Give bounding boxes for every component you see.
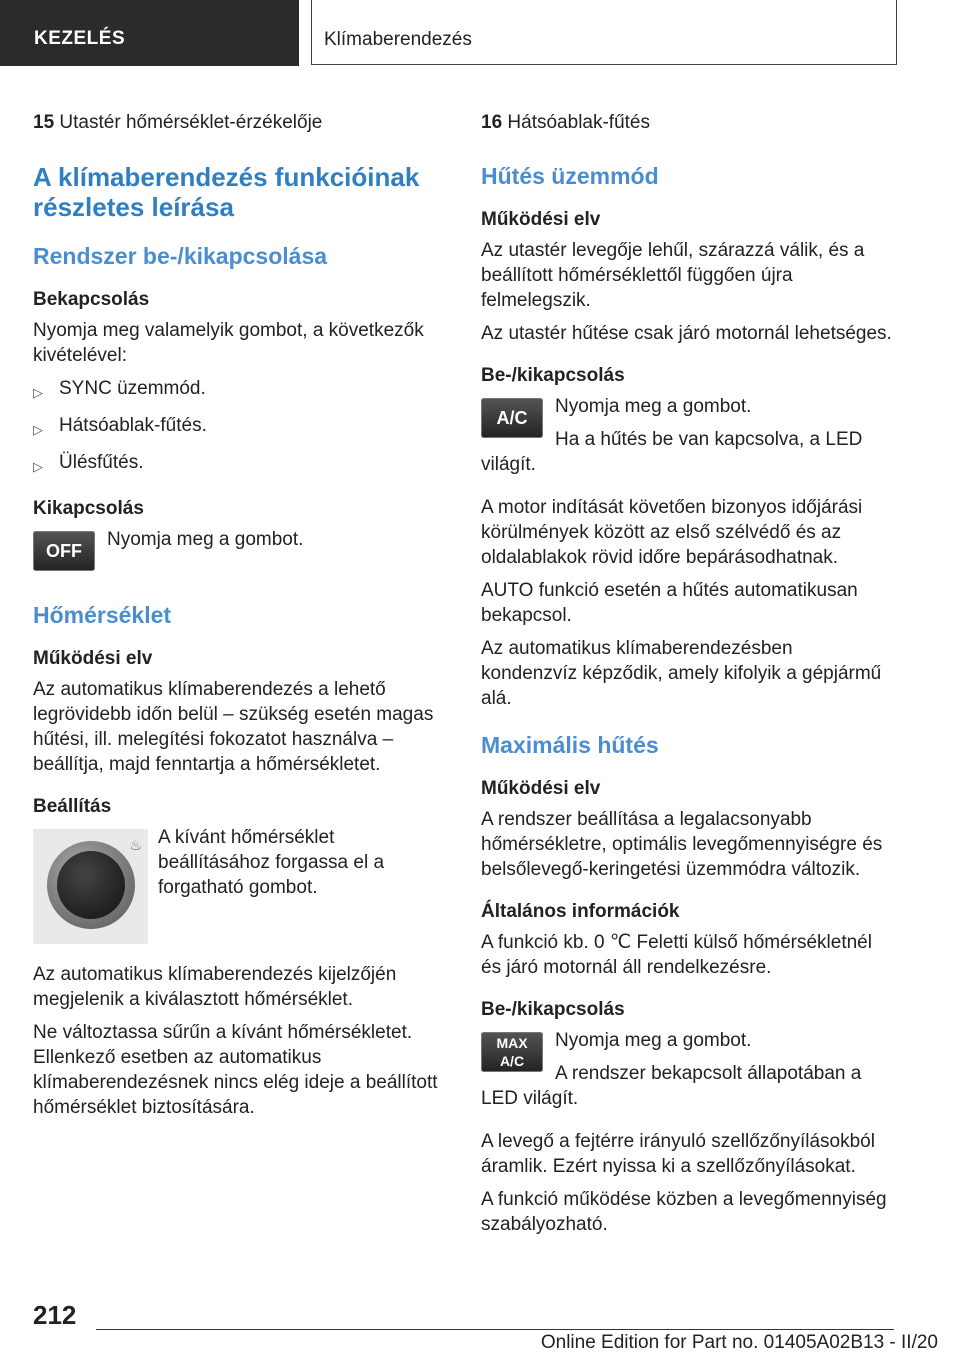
heading-be-kikapcsolas: Be-/kikapcsolás [481,365,625,386]
header-section-label: KEZELÉS [34,28,126,49]
exception-list [33,376,445,479]
max-ac-button-row [481,1028,893,1119]
text-max-mukodes: A rendszer beállítása a legalacsonyabb hőmérsékletre, optimális levegőmennyiségre és belsőlevegő-keringetési üzemmódra változik. [481,809,883,880]
text-motor-inditas: A motor indítását követően bizonyos időjárási körülmények között az első szélvédő és az oldalablakok rövid időre bepárásodhatnak. [481,497,863,568]
figure-caption-16 [481,112,893,134]
triangle-bullet-icon: ▷ [33,459,43,474]
heading-beallitas: Beállítás [33,796,112,817]
heading-mukodesi-elv-2: Működési elv [481,778,601,799]
figure-caption-15 [33,112,445,134]
text-ne-valtoztassa: Ne változtassa sűrűn a kívánt hőmérsékletet. Ellenkező esetben az automatikus klímaberendezésnek nincs elég ideje a beállított hőmérséklet biztosítására. [33,1022,438,1118]
heading-maximalis-hutes: Maximális hűtés [481,732,659,758]
list-item: ▷ Hátsóablak-fűtés. [33,413,445,442]
text-bekapcsolas: Nyomja meg valamelyik gombot, a következők kivételével: [33,320,424,366]
text-kijelzo: Az automatikus klímaberendezés kijelzőjén megjelenik a kiválasztott hőmérséklet. [33,964,397,1010]
heading-kikapcsolas: Kikapcsolás [33,498,144,519]
caption-number: 16 [481,112,503,133]
text-beallitas: A kívánt hőmérséklet beállításához forgassa el a forgatható gombot. [158,827,385,898]
ac-button-icon: A/C [481,398,543,438]
knob-row [33,825,445,948]
header-section-tab [0,0,299,66]
text-max-1: Nyomja meg a gombot. [555,1030,752,1051]
header-chapter-label: Klímaberendezés [324,29,472,50]
triangle-bullet-icon: ▷ [33,385,43,400]
heading-bekapcsolas: Bekapcsolás [33,289,150,310]
text-hutes-2: Az utastér hűtése csak járó motornál lehetséges. [481,323,892,344]
list-item: ▷ Ülésfűtés. [33,450,445,479]
text-kikapcsolas: Nyomja meg a gombot. [107,529,304,550]
caption-text: Hátsóablak-fűtés [507,112,650,133]
page-number: 212 [33,1300,77,1330]
list-item: ▷ SYNC üzemmód. [33,376,445,405]
heat-wave-icon: ♨ [129,837,142,853]
right-column [481,112,893,1245]
heading-mukodesi-elv: Működési elv [33,648,153,669]
heading-be-kikapcsolas-2: Be-/kikapcsolás [481,999,625,1020]
left-column [33,112,445,1128]
heading-homerseklet: Hőmérséklet [33,602,172,628]
triangle-bullet-icon: ▷ [33,422,43,437]
off-button-icon: OFF [33,531,95,571]
ac-button-row [481,394,893,485]
max-ac-button-icon: MAX A/C [481,1032,543,1072]
heading-altalanos: Általános információk [481,901,680,922]
text-hutes-1: Az utastér levegője lehűl, szárazzá válik, és a beállított hőmérséklettől függően újra felmelegszik. [481,240,865,311]
text-levegomennyiseg: A funkció működése közben a levegőmennyiség szabályozható. [481,1189,887,1235]
text-auto: AUTO funkció esetén a hűtés automatikusan bekapcsol. [481,580,858,626]
text-levego: A levegő a fejtérre irányuló szellőzőnyílásokból áramlik. Ezért nyissa ki a szellőzőnyílásokat. [481,1131,875,1177]
text-mukodesi-elv: Az automatikus klímaberendezés a lehető legrövidebb időn belül – szükség esetén magas hűtési, ill. melegítési fokozatot használva – beállítja, majd fenntartja a hőmérsékletet. [33,679,434,775]
footer-divider [96,1329,894,1330]
off-button-row [33,527,445,577]
text-altalanos: A funkció kb. 0 ℃ Feletti külső hőmérsékletnél és járó motornál áll rendelkezésre. [481,932,872,978]
main-title: A klímaberendezés funkcióinak részletes leírása [33,162,420,222]
heading-mukodesi-elv: Működési elv [481,209,601,230]
text-max-2: A rendszer bekapcsolt állapotában a LED világít. [481,1063,862,1109]
text-kondenzviz: Az automatikus klímaberendezésben kondenzvíz képződik, amely kifolyik a gépjármű alá. [481,638,882,709]
header-chapter-box [311,0,897,65]
caption-number: 15 [33,112,55,133]
text-ac-1: Nyomja meg a gombot. [555,396,752,417]
text-ac-2: Ha a hűtés be van kapcsolva, a LED világít. [481,429,863,475]
caption-text: Utastér hőmérséklet-érzékelője [59,112,323,133]
heading-system-onoff: Rendszer be-/kikapcsolása [33,243,328,269]
rotary-knob-icon [33,829,148,944]
footer-edition: Online Edition for Part no. 01405A02B13 - II/20 [540,1332,938,1353]
heading-hutes-uzemmod: Hűtés üzemmód [481,163,659,189]
